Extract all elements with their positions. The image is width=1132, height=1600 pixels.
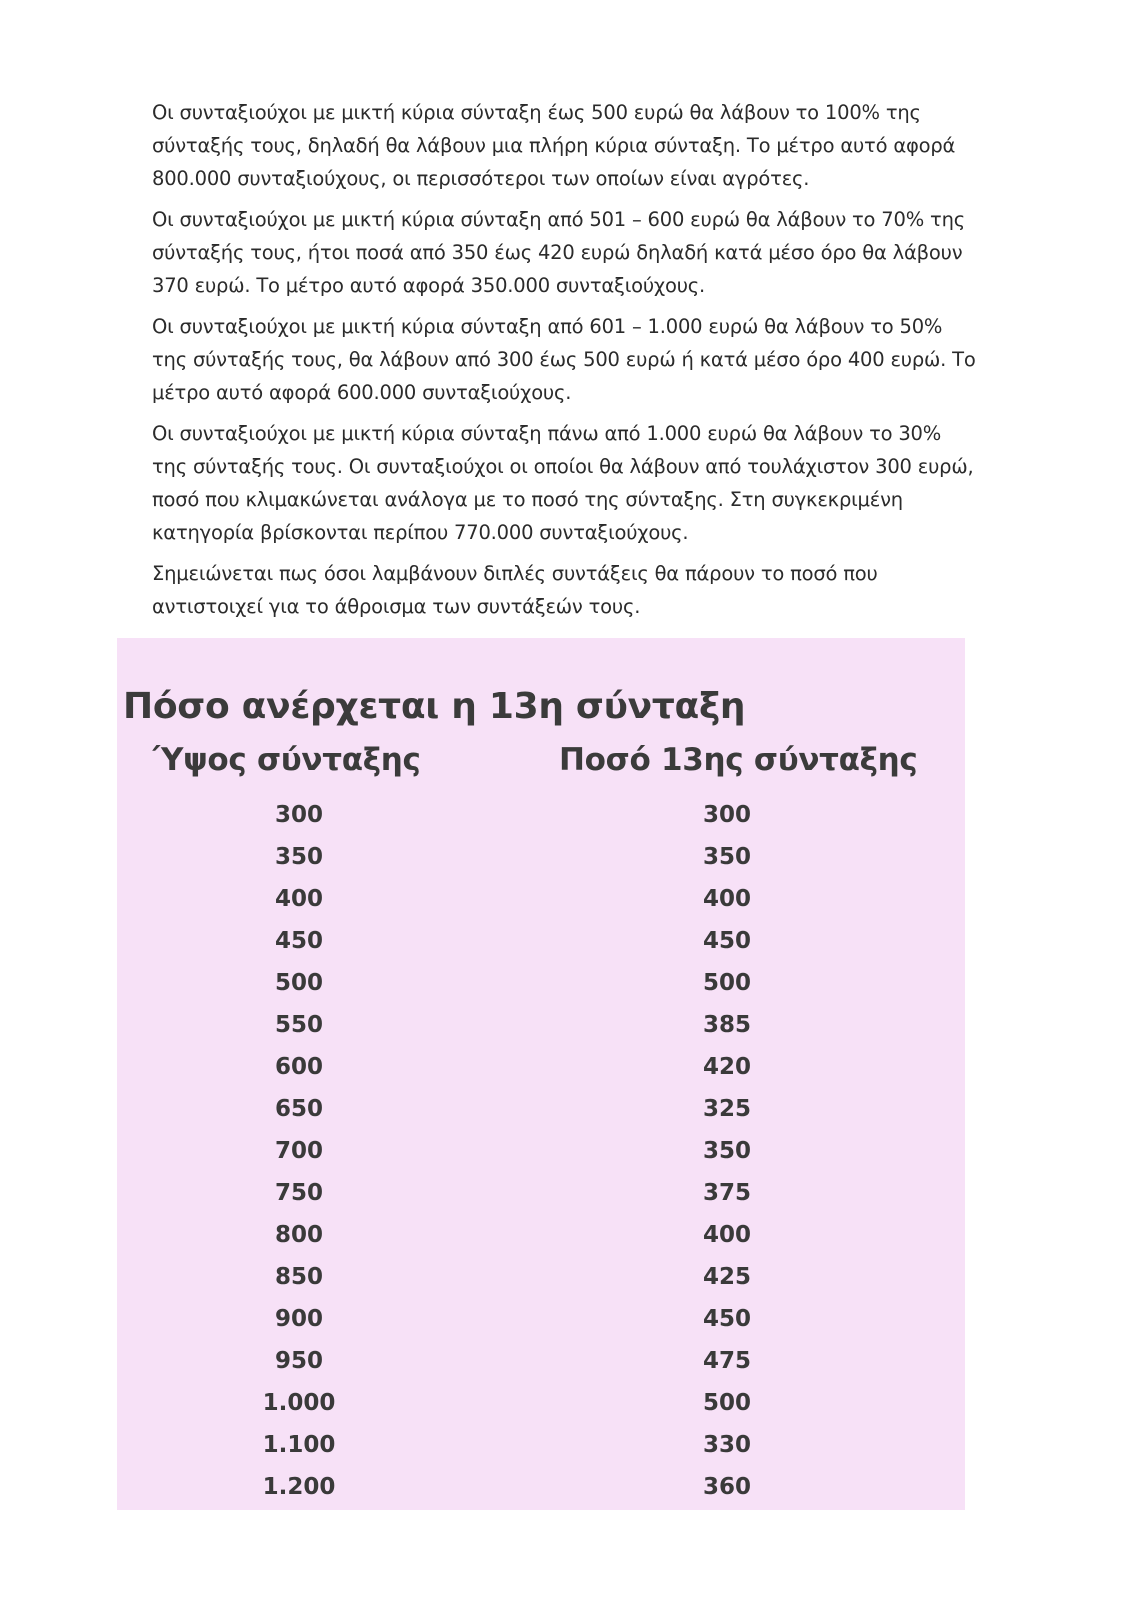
- body-text: [152, 96, 982, 631]
- column-header-13th-amount: Ποσό 13ης σύνταξης: [559, 742, 918, 778]
- table-body: [117, 801, 965, 1515]
- thirteenth-amount-cell: 350: [702, 844, 751, 870]
- paragraph-501-600: Οι συνταξιούχοι με μικτή κύρια σύνταξη από 501 – 600 ευρώ θα λάβουν το 70% της σύνταξής τους, ήτοι ποσά από 350 έως 420 ευρώ δηλαδή κατά μέσο όρο θα λάβουν 370 ευρώ. Το μέτρο αυτό αφορά 350.000 συνταξιούχους.: [152, 208, 965, 297]
- table-row: [117, 1137, 965, 1179]
- paragraph-601-1000: Οι συνταξιούχοι με μικτή κύρια σύνταξη από 601 – 1.000 ευρώ θα λάβουν το 50% της σύνταξής τους, θα λάβουν από 300 έως 500 ευρώ ή κατά μέσο όρο 400 ευρώ. Το μέτρο αυτό αφορά 600.000 συνταξιούχους.: [152, 315, 976, 404]
- thirteenth-amount-cell: 450: [702, 1306, 751, 1332]
- pension-amount-cell: 500: [274, 970, 323, 996]
- thirteenth-amount-cell: 400: [702, 886, 751, 912]
- paragraph-double-pensions: Σημειώνεται πως όσοι λαμβάνουν διπλές συντάξεις θα πάρουν το ποσό που αντιστοιχεί για το άθροισμα των συντάξεών τους.: [152, 562, 878, 618]
- table-row: [117, 1179, 965, 1221]
- thirteenth-amount-cell: 500: [702, 1390, 751, 1416]
- thirteenth-amount-cell: 500: [702, 970, 751, 996]
- pension-amount-cell: 550: [274, 1012, 323, 1038]
- pension-amount-cell: 1.100: [262, 1432, 336, 1458]
- table-row: [117, 1431, 965, 1473]
- table-title: Πόσο ανέρχεται η 13η σύνταξη: [123, 686, 746, 727]
- paragraph-full-pension: Οι συνταξιούχοι με μικτή κύρια σύνταξη έως 500 ευρώ θα λάβουν το 100% της σύνταξής τους, δηλαδή θα λάβουν μια πλήρη κύρια σύνταξη. Το μέτρο αυτό αφορά 800.000 συνταξιούχους, οι περισσότεροι των οποίων είναι αγρότες.: [152, 101, 956, 190]
- pension-amount-cell: 350: [274, 844, 323, 870]
- paragraph-over-1000: Οι συνταξιούχοι με μικτή κύρια σύνταξη πάνω από 1.000 ευρώ θα λάβουν το 30% της σύνταξής τους. Οι συνταξιούχοι οι οποίοι θα λάβουν από τουλάχιστον 300 ευρώ, ποσό που κλιμακώνεται ανάλογα με το ποσό της σύνταξης. Στη συγκεκριμένη κατηγορία βρίσκονται περίπου 770.000 συνταξιούχους.: [152, 422, 974, 544]
- pension-amount-cell: 850: [274, 1264, 323, 1290]
- pension-amount-cell: 700: [274, 1138, 323, 1164]
- table-row: [117, 1095, 965, 1137]
- thirteenth-amount-cell: 300: [702, 802, 751, 828]
- table-row: [117, 1263, 965, 1305]
- pension-amount-cell: 1.200: [262, 1474, 336, 1500]
- pension-amount-cell: 450: [274, 928, 323, 954]
- thirteenth-amount-cell: 330: [702, 1432, 751, 1458]
- thirteenth-amount-cell: 350: [702, 1138, 751, 1164]
- table-row: [117, 927, 965, 969]
- pension-amount-cell: 600: [274, 1054, 323, 1080]
- thirteenth-amount-cell: 425: [702, 1264, 751, 1290]
- table-row: [117, 969, 965, 1011]
- pension-amount-cell: 900: [274, 1306, 323, 1332]
- thirteenth-amount-cell: 385: [702, 1012, 751, 1038]
- thirteenth-amount-cell: 400: [702, 1222, 751, 1248]
- thirteenth-amount-cell: 325: [702, 1096, 751, 1122]
- pension-amount-cell: 1.000: [262, 1390, 336, 1416]
- table-row: [117, 1347, 965, 1389]
- table-row: [117, 1221, 965, 1263]
- pension-amount-cell: 400: [274, 886, 323, 912]
- table-row: [117, 1305, 965, 1347]
- table-row: [117, 801, 965, 843]
- table-row: [117, 885, 965, 927]
- pension-amount-cell: 650: [274, 1096, 323, 1122]
- thirteenth-amount-cell: 475: [702, 1348, 751, 1374]
- thirteenth-amount-cell: 420: [702, 1054, 751, 1080]
- pension-amount-cell: 950: [274, 1348, 323, 1374]
- thirteenth-amount-cell: 360: [702, 1474, 751, 1500]
- table-row: [117, 1473, 965, 1515]
- column-header-pension-amount: Ύψος σύνταξης: [153, 742, 421, 778]
- table-row: [117, 1389, 965, 1431]
- pension-table-panel: [117, 638, 965, 1510]
- table-row: [117, 843, 965, 885]
- pension-amount-cell: 750: [274, 1180, 323, 1206]
- pension-amount-cell: 800: [274, 1222, 323, 1248]
- table-row: [117, 1011, 965, 1053]
- table-row: [117, 1053, 965, 1095]
- thirteenth-amount-cell: 450: [702, 928, 751, 954]
- pension-amount-cell: 300: [274, 802, 323, 828]
- thirteenth-amount-cell: 375: [702, 1180, 751, 1206]
